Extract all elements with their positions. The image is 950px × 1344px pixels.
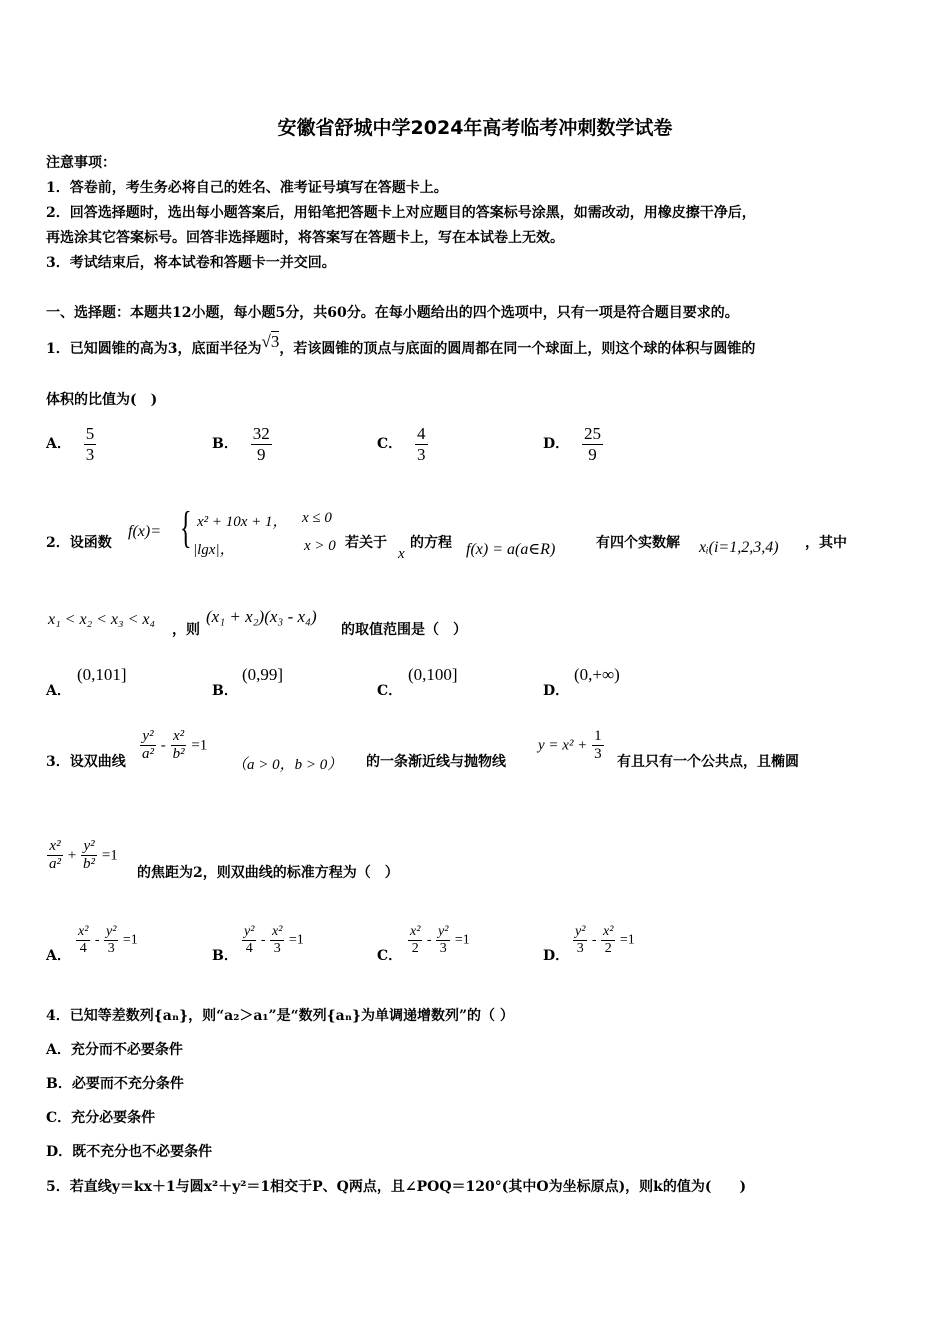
q3-option-d-formula: [573, 924, 635, 957]
numerator: y²: [81, 838, 96, 856]
numerator: y²: [436, 924, 450, 941]
denominator: 9: [256, 444, 266, 464]
q3-option-d-label[interactable]: D．: [543, 948, 570, 964]
equals: =1: [288, 932, 304, 948]
q3-text-2: 有且只有一个公共点，且椭圆: [617, 754, 799, 770]
numerator: x²: [76, 924, 90, 941]
operator: -: [160, 737, 166, 754]
notice-item-3: 3．考试结束后，将本试卷和答题卡一并交回。: [46, 255, 336, 271]
q1-radicand: 3: [270, 332, 280, 351]
numerator: y²: [104, 924, 118, 941]
denominator: 3: [576, 941, 584, 957]
numerator: 5: [85, 424, 95, 443]
denominator: a²: [49, 856, 61, 873]
fraction: [251, 424, 272, 464]
q2-text-5: ，则: [172, 622, 200, 638]
fraction: [436, 924, 450, 957]
fraction: [47, 838, 63, 874]
option-label: A．: [46, 436, 71, 453]
q1-stem-pre: 1．已知圆锥的高为3，底面半径为: [46, 341, 262, 357]
q4-option-c[interactable]: C．充分必要条件: [46, 1110, 156, 1126]
fraction: [408, 924, 422, 957]
fraction: [104, 924, 118, 957]
denominator: 3: [273, 941, 281, 957]
q2-solutions: xᵢ(i=1,2,3,4): [699, 539, 779, 556]
fraction: [242, 924, 256, 957]
equals: =1: [191, 737, 208, 754]
q3-option-a-label[interactable]: A．: [46, 948, 71, 964]
denominator: a²: [142, 746, 154, 763]
q2-case-2: |lgx|，: [193, 542, 235, 558]
numerator: x²: [601, 924, 615, 941]
denominator: 4: [79, 941, 87, 957]
q3-option-a-formula: [76, 924, 138, 957]
q5-stem: 5．若直线y＝kx＋1与圆x²＋y²＝1相交于P、Q两点，且∠POQ＝120°(其中O为坐标原点)，则k的值为( ): [46, 1179, 747, 1195]
q3-text-1: 的一条渐近线与抛物线: [366, 754, 506, 770]
fraction: [573, 924, 587, 957]
q3-text-3: 的焦距为2，则双曲线的标准方程为（ ）: [137, 865, 399, 881]
q2-option-a-label[interactable]: A．: [46, 683, 71, 699]
q1-option-a[interactable]: [46, 424, 96, 464]
q2-text-4: ，其中: [805, 535, 847, 551]
parabola-lhs: y = x² +: [538, 737, 588, 754]
q2-text-1: 若关于: [345, 535, 387, 551]
denominator: b²: [83, 856, 96, 873]
q2-option-c-value: (0,100]: [408, 665, 458, 684]
q3-hyperbola: [140, 728, 207, 764]
fraction: [84, 424, 97, 464]
fraction: [171, 728, 187, 764]
denominator: b²: [172, 746, 185, 763]
section-heading: 一、选择题：本题共12小题，每小题5分，共60分。在每小题给出的四个选项中，只有一项是符合题目要求的。: [46, 305, 739, 321]
q2-case-1: x² + 10x + 1，: [197, 514, 288, 530]
q1-stem: [46, 332, 756, 358]
q2-var-x: x: [398, 546, 405, 562]
fraction: [270, 924, 284, 957]
numerator: 4: [417, 424, 426, 443]
fraction: [582, 424, 603, 464]
q1-option-b[interactable]: [212, 424, 272, 464]
q4-option-a[interactable]: A．充分而不必要条件: [46, 1042, 183, 1058]
equals: =1: [101, 847, 118, 864]
denominator: 9: [588, 444, 597, 464]
q3-parabola: [538, 728, 604, 764]
denominator: 3: [594, 746, 602, 763]
numerator: 25: [584, 424, 602, 443]
q2-text-3: 有四个实数解: [596, 535, 680, 551]
numerator: x²: [270, 924, 284, 941]
denominator: 4: [245, 941, 253, 957]
q3-option-b-label[interactable]: B．: [212, 948, 238, 964]
fraction: [76, 924, 90, 957]
denominator: 3: [107, 941, 115, 957]
q1-option-d[interactable]: [543, 424, 603, 464]
denominator: 3: [417, 444, 426, 464]
q2-text-2: 的方程: [410, 535, 452, 551]
q3-condition: （a > 0，b > 0）: [232, 757, 343, 773]
numerator: x²: [47, 838, 62, 856]
q2-expression: (x₁ + x₂)(x₃ - x₄): [206, 607, 317, 626]
q2-cond-1: x ≤ 0: [302, 510, 332, 526]
numerator: x²: [171, 728, 186, 746]
q1-stem-post: ，若该圆锥的顶点与底面的圆周都在同一个球面上，则这个球的体积与圆锥的: [279, 341, 756, 357]
equals: =1: [122, 932, 138, 948]
denominator: 3: [439, 941, 447, 957]
q2-fx: f(x)=: [128, 523, 161, 540]
q2-cond-2: x > 0: [304, 538, 336, 554]
denominator: 2: [604, 941, 612, 957]
option-label: D．: [543, 436, 570, 453]
minus-sign: -: [94, 932, 100, 948]
q2-equation: f(x) = a(a∈R): [466, 541, 556, 558]
brace-symbol: {: [180, 503, 192, 552]
q4-option-b[interactable]: B．必要而不充分条件: [46, 1076, 184, 1092]
q2-option-c-label[interactable]: C．: [377, 683, 403, 699]
sqrt-symbol: √3: [261, 332, 280, 351]
denominator: 3: [85, 444, 95, 464]
q1-option-c[interactable]: [377, 424, 428, 464]
numerator: 32: [252, 424, 270, 443]
numerator: y²: [140, 728, 155, 746]
q3-pre: 3．设双曲线: [46, 754, 126, 770]
notice-heading: 注意事项：: [46, 155, 116, 171]
numerator: y²: [242, 924, 256, 941]
fraction: [592, 728, 604, 764]
q4-stem: 4．已知等差数列{aₙ}，则“a₂＞a₁”是“数列{aₙ}为单调递增数列”的（ ）: [46, 1008, 514, 1024]
fraction: [81, 838, 97, 874]
equals: =1: [619, 932, 635, 948]
q4-option-d[interactable]: D．既不充分也不必要条件: [46, 1144, 213, 1160]
q2-option-b-label[interactable]: B．: [212, 683, 238, 699]
fraction: [415, 424, 428, 464]
q3-option-c-label[interactable]: C．: [377, 948, 403, 964]
numerator: y²: [573, 924, 587, 941]
q2-text-6: 的取值范围是（ ）: [341, 622, 467, 638]
notice-item-1: 1．答卷前，考生务必将自己的姓名、准考证号填写在答题卡上。: [46, 180, 448, 196]
minus-sign: -: [260, 932, 266, 948]
option-label: C．: [377, 436, 403, 453]
option-label: B．: [212, 436, 238, 453]
q2-inequality: x₁ < x₂ < x₃ < x₄: [48, 611, 156, 628]
notice-item-2-cont: 再选涂其它答案标号。回答非选择题时，将答案写在答题卡上，写在本试卷上无效。: [46, 230, 564, 246]
numerator: x²: [408, 924, 422, 941]
page-title: 安徽省舒城中学2024年高考临考冲刺数学试卷: [277, 117, 673, 139]
q2-option-d-label[interactable]: D．: [543, 683, 570, 699]
q3-option-c-formula: [408, 924, 470, 957]
q3-ellipse: [47, 838, 118, 874]
q2-option-a-value: (0,101]: [77, 665, 127, 684]
q2-option-b-value: (0,99]: [242, 665, 284, 684]
q2-pre: 2．设函数: [46, 535, 112, 551]
operator: +: [67, 847, 77, 864]
denominator: 2: [411, 941, 419, 957]
q1-stem-line2: 体积的比值为( ): [46, 392, 158, 408]
numerator: 1: [592, 728, 604, 746]
q3-option-b-formula: [242, 924, 304, 957]
fraction: [601, 924, 615, 957]
minus-sign: -: [426, 932, 432, 948]
minus-sign: -: [591, 932, 597, 948]
q2-option-d-value: (0,+∞): [574, 665, 620, 684]
fraction: [140, 728, 156, 764]
notice-item-2: 2．回答选择题时，选出每小题答案后，用铅笔把答题卡上对应题目的答案标号涂黑，如需改动，用橡皮擦干净后，: [46, 205, 756, 221]
equals: =1: [454, 932, 470, 948]
